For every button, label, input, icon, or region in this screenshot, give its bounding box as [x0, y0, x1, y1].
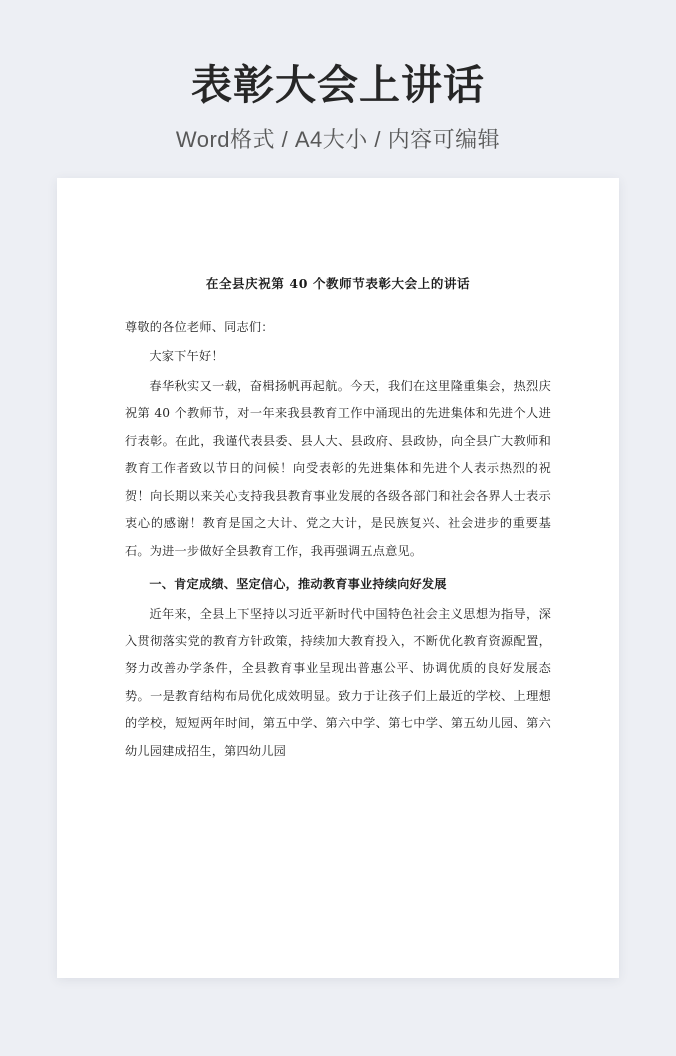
document-title: 在全县庆祝第 40 个教师节表彰大会上的讲话	[205, 276, 471, 291]
document-heading-1: 一、肯定成绩、坚定信心，推动教育事业持续向好发展	[149, 577, 447, 592]
document-preview-sheet[interactable]	[57, 178, 619, 978]
document-paragraph-2: 近年来，全县上下坚持以习近平新时代中国特色社会主义思想为指导，深入贯彻落实党的教育方针政策，持续加大教育投入，不断优化教育资源配置，努力改善办学条件，全县教育事业呈现出普惠公平、协调优质的良好发展态势。一是教育结构布局优化成效明显。致力于让孩子们上最近的学校、上理想的学校，短短两年时间，第五中学、第六中学、第七中学、第五幼儿园、第六幼儿园建成招生，第四幼儿园	[125, 606, 551, 758]
page-subtitle: Word格式 / A4大小 / 内容可编辑	[175, 127, 501, 153]
document-paragraph-1: 春华秋实又一载，奋楫扬帆再起航。今天，我们在这里隆重集会，热烈庆祝第 40 个教师节，对一年来我县教育工作中涌现出的先进集体和先进个人进行表彰。在此，我谨代表县委、县人大、县政府、县政协，向全县广大教师和教育工作者致以节日的问候！向受表彰的先进集体和先进个人表示热烈的祝贺！向长期以来关心支持我县教育事业发展的各级各部门和社会各界人士表示衷心的感谢！教育是国之大计、党之大计，是民族复兴、社会进步的重要基石。为进一步做好全县教育工作，我再强调五点意见。	[125, 378, 551, 558]
page-title: 表彰大会上讲话	[191, 62, 485, 108]
document-body	[57, 178, 619, 978]
document-salutation: 尊敬的各位老师、同志们：	[125, 320, 274, 334]
preview-header	[0, 0, 676, 154]
document-greeting: 大家下午好！	[149, 349, 224, 364]
